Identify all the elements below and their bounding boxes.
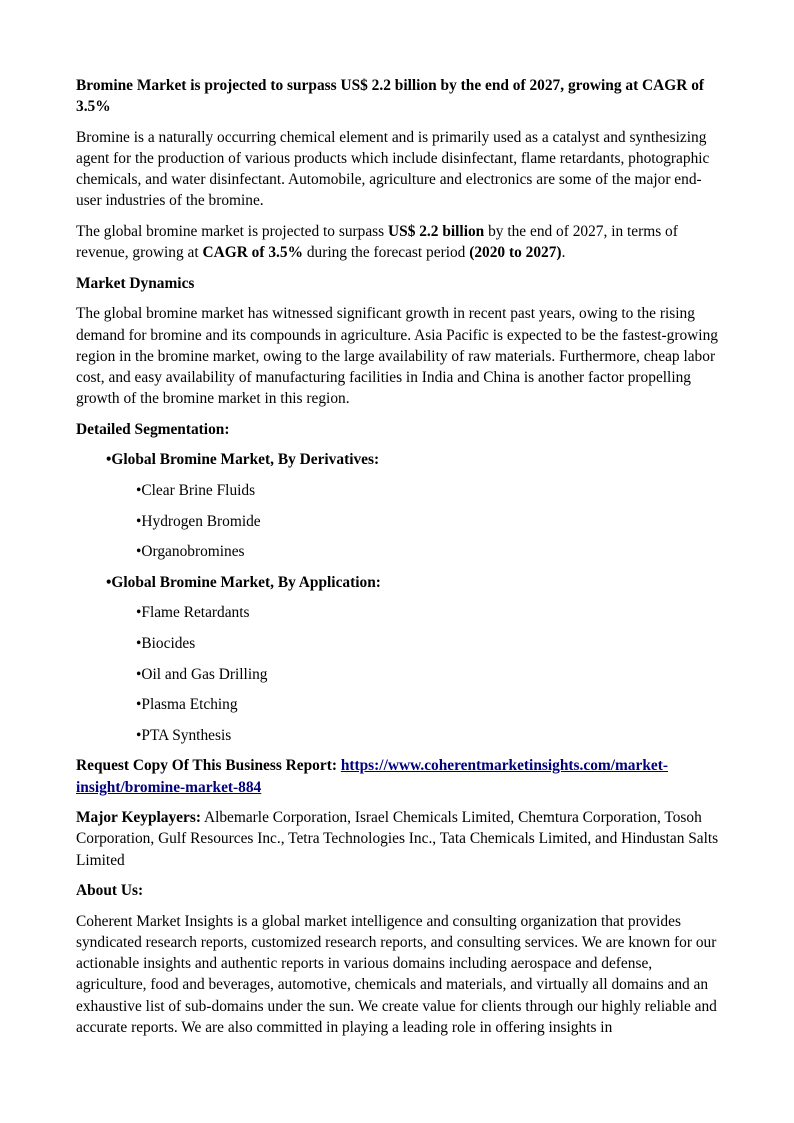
forecast-period: (2020 to 2027) <box>469 244 562 262</box>
list-item: •PTA Synthesis <box>136 726 232 744</box>
intro-paragraph: Bromine is a naturally occurring chemical element and is primarily used as a catalyst and synthesizing agent for the production of various products which include disinfectant, flame retardants, photographic chemicals, and water disinfectant. Automobile, agriculture and electronics are some of the major end-user industries of the bromine. <box>76 128 710 210</box>
keyplayers-paragraph <box>76 807 724 871</box>
segmentation-heading: Detailed Segmentation: <box>76 420 230 438</box>
forecast-text-1: The global bromine market is projected to surpass <box>76 223 389 240</box>
forecast-value: US$ 2.2 billion <box>388 223 485 240</box>
market-dynamics-paragraph: The global bromine market has witnessed significant growth in recent past years, owing to the rising demand for bromine and its compounds in agriculture. Asia Pacific is expected to be the fastest-growing region in the bromine market, owing to the large availability of raw materials. Furthermore, cheap labor cost, and easy availability of manufacturing facilities in India and China is another factor propelling growth of the bromine market in this region. <box>76 305 718 408</box>
list-item: •Plasma Etching <box>136 696 238 714</box>
segment-group-derivatives: •Global Bromine Market, By Derivatives: <box>106 451 380 469</box>
list-item: •Oil and Gas Drilling <box>136 665 268 683</box>
list-item: •Flame Retardants <box>136 604 250 622</box>
keyplayers-label: Major Keyplayers: <box>76 809 201 827</box>
document-page <box>76 75 724 1047</box>
list-item: •Biocides <box>136 634 196 652</box>
forecast-text-4: . <box>561 244 566 262</box>
segment-group-application: •Global Bromine Market, By Application: <box>106 573 381 591</box>
report-link[interactable]: https://www.coherentmarketinsights.com/market-insight/bromine-market-884 <box>76 757 668 796</box>
keyplayers-list: Albemarle Corporation, Israel Chemicals Limited, Chemtura Corporation, Tosoh Corporation, Gulf Resources Inc., Tetra Technologies Inc., Tata Chemicals Limited, and Hindustan Salts Limited <box>76 809 719 869</box>
forecast-text-2: by the end of 2027, in terms of revenue, growing at <box>76 223 678 262</box>
list-item: •Hydrogen Bromide <box>136 512 261 530</box>
list-item: •Clear Brine Fluids <box>136 481 256 499</box>
document-title: Bromine Market is projected to surpass US$ 2.2 billion by the end of 2027, growing at CAGR of 3.5% <box>76 77 705 116</box>
market-dynamics-heading: Market Dynamics <box>76 274 195 292</box>
about-paragraph: Coherent Market Insights is a global market intelligence and consulting organization that provides syndicated research reports, customized research reports, and consulting services. We are known for our actionable insights and authentic reports in various domains including aerospace and defense, agriculture, food and beverages, automotive, chemicals and materials, and virtually all domains and an exhaustive list of sub-domains under the sun. We create value for clients through our highly reliable and accurate reports. We are also committed in playing a leading role in offering insights in <box>76 912 717 1036</box>
forecast-cagr: CAGR of 3.5% <box>202 244 303 262</box>
forecast-paragraph <box>76 221 724 263</box>
request-copy-paragraph <box>76 755 724 797</box>
list-item: •Organobromines <box>136 543 245 561</box>
about-heading: About Us: <box>76 882 144 900</box>
request-copy-label: Request Copy Of This Business Report: <box>76 757 341 775</box>
forecast-text-3: during the forecast period <box>302 244 470 262</box>
